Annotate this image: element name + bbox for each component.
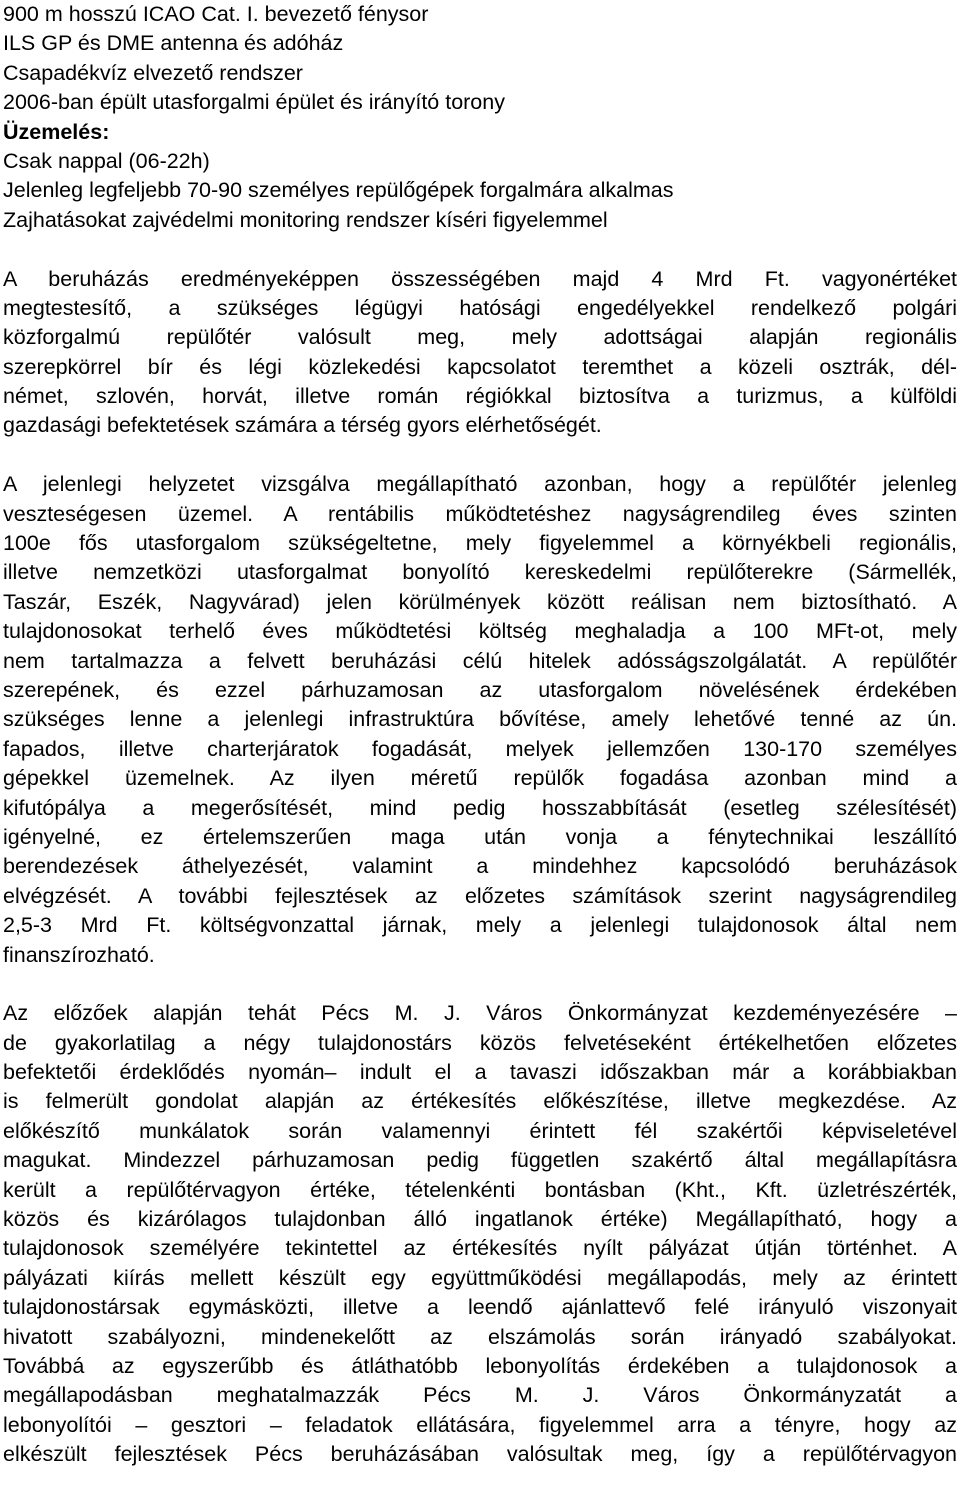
paragraph-line: tulajdonosok személyére tekintettel az értékesítés nyílt pályázat útján történhet. A [3, 1236, 957, 1261]
paragraph-line: közös és kizárólagos tulajdonban álló ingatlanok értéke) Megállapítható, hogy a [3, 1207, 957, 1232]
paragraph-line: A jelenlegi helyzetet vizsgálva megállapítható azonban, hogy a repülőtér jelenleg [3, 472, 957, 497]
paragraph-line: megállapodásban meghatalmazzák Pécs M. J. Város Önkormányzatát a [3, 1383, 957, 1408]
paragraph-line: Az előzőek alapján tehát Pécs M. J. Város Önkormányzat kezdeményezésére – [3, 1001, 957, 1026]
paragraph-line: veszteségesen üzemel. A rentábilis működtetéshez nagyságrendileg éves szinten [3, 501, 957, 526]
paragraph-line: tulajdonostársak egymásközti, illetve a leendő ajánlattevő felé irányuló viszonyait [3, 1295, 957, 1320]
paragraph-line: pályázati kiírás mellett készült egy együttműködési megállapodás, mely az érintett [3, 1265, 957, 1290]
paragraph-sale-process [3, 999, 957, 1469]
paragraph-line: 100e fős utasforgalom szükségeltetne, mely figyelemmel a környékbeli regionális, [3, 531, 957, 556]
paragraph-line: A beruházás eredményeképpen összességében majd 4 Mrd Ft. vagyonértéket [3, 266, 957, 291]
paragraph-line: illetve nemzetközi utasforgalmat bonyolító kereskedelmi repülőterekre (Sármellék, [3, 560, 957, 585]
paragraph-investment [3, 265, 957, 441]
paragraph-line: hivatott szabályozni, mindenekelőtt az elszámolás során irányadó szabályokat. [3, 1324, 957, 1349]
paragraph-line: elkészült fejlesztések Pécs beruházásában valósultak meg, így a repülőtérvagyon [3, 1442, 957, 1467]
paragraph-line: közforgalmú repülőtér valósult meg, mely adottságai alapján regionális [3, 325, 957, 350]
operation-heading: Üzemelés: [3, 119, 110, 144]
paragraph-line: szerepkörrel bír és légi közlekedési kapcsolatot teremthet a közeli osztrák, dél- [3, 354, 957, 379]
paragraph-line: lebonyolítói – gesztori – feladatok ellátására, figyelemmel arra a tényre, hogy az [3, 1412, 957, 1437]
list-item-terminal: 2006-ban épült utasforgalmi épület és irányító torony [3, 90, 505, 115]
paragraph-line: megtestesítő, a szükséges légügyi hatósági engedélyekkel rendelkező polgári [3, 295, 957, 320]
paragraph-line: gazdasági befektetések számára a térség gyors elérhetőségét. [3, 413, 602, 438]
paragraph-gap [3, 235, 957, 264]
list-item-drainage: Csapadékvíz elvezető rendszer [3, 60, 303, 85]
list-item-runway: 900 m hosszú ICAO Cat. I. bevezető fénysor [3, 2, 429, 26]
paragraph-line: is felmerült gondolat alapján az értékesítés előkészítése, illetve megkezdése. Az [3, 1089, 957, 1114]
paragraph-gap [3, 441, 957, 470]
paragraph-line: került a repülőtérvagyon értéke, tételenkénti bontásban (Kht., Kft. üzletrészérték, [3, 1177, 957, 1202]
paragraph-line: tulajdonosokat terhelő éves működtetési költség meghaladja a 100 MFt-ot, mely [3, 619, 957, 644]
paragraph-line: nem tartalmazza a felvett beruházási célú hitelek adósságszolgálatát. A repülőtér [3, 648, 957, 673]
paragraph-line: fapados, illetve charterjáratok fogadását, melyek jellemzően 130-170 személyes [3, 736, 957, 761]
paragraph-line: kifutópálya a megerősítését, mind pedig hosszabbítását (esetleg szélesítését) [3, 795, 957, 820]
paragraph-line: német, szlovén, horvát, illetve román régiókkal biztosítva a turizmus, a külföldi [3, 384, 957, 409]
paragraph-line: elvégzését. A további fejlesztések az előzetes számítások szerint nagyságrendileg [3, 883, 957, 908]
list-item-noise: Zajhatásokat zajvédelmi monitoring rendszer kíséri figyelemmel [3, 207, 608, 232]
document-page [3, 0, 957, 1470]
paragraph-line: magukat. Mindezzel párhuzamosan pedig független szakértő által megállapításra [3, 1148, 957, 1173]
operation-section [3, 118, 957, 236]
list-item-aircraft: Jelenleg legfeljebb 70-90 személyes repülőgépek forgalmára alkalmas [3, 178, 674, 203]
paragraph-line: Taszár, Eszék, Nagyvárad) jelen körülmények között reálisan nem biztosítható. A [3, 589, 957, 614]
paragraph-current-situation [3, 470, 957, 970]
paragraph-line: berendezések áthelyezését, valamint a mindehhez kapcsolódó beruházások [3, 854, 957, 879]
paragraph-line: szükséges lenne a jelenlegi infrastruktúra bővítése, amely lehetővé tenné az ún. [3, 707, 957, 732]
list-item-hours: Csak nappal (06-22h) [3, 148, 210, 173]
paragraph-line: szerepének, és ezzel párhuzamosan az utasforgalom növelésének érdekében [3, 677, 957, 702]
list-item-antenna: ILS GP és DME antenna és adóház [3, 31, 344, 56]
facility-list [3, 0, 957, 118]
paragraph-line: de gyakorlatilag a négy tulajdonostárs közös felvetéseként értékelhetően előzetes [3, 1030, 957, 1055]
paragraph-line: finanszírozható. [3, 942, 155, 967]
paragraph-line: előkészítő munkálatok során valamennyi érintett fél szakértői képviseletével [3, 1118, 957, 1143]
paragraph-line: 2,5-3 Mrd Ft. költségvonzattal járnak, mely a jelenlegi tulajdonosok által nem [3, 913, 957, 938]
paragraph-line: gépekkel üzemelnek. Az ilyen méretű repülők fogadása azonban mind a [3, 766, 957, 791]
paragraph-line: Továbbá az egyszerűbb és átláthatóbb lebonyolítás érdekében a tulajdonosok a [3, 1353, 957, 1378]
paragraph-line: befektetői érdeklődés nyomán– indult el a tavaszi időszakban már a korábbiakban [3, 1060, 957, 1085]
paragraph-gap [3, 970, 957, 999]
paragraph-line: igényelné, ez értelemszerűen maga után vonja a fénytechnikai leszállító [3, 824, 957, 849]
